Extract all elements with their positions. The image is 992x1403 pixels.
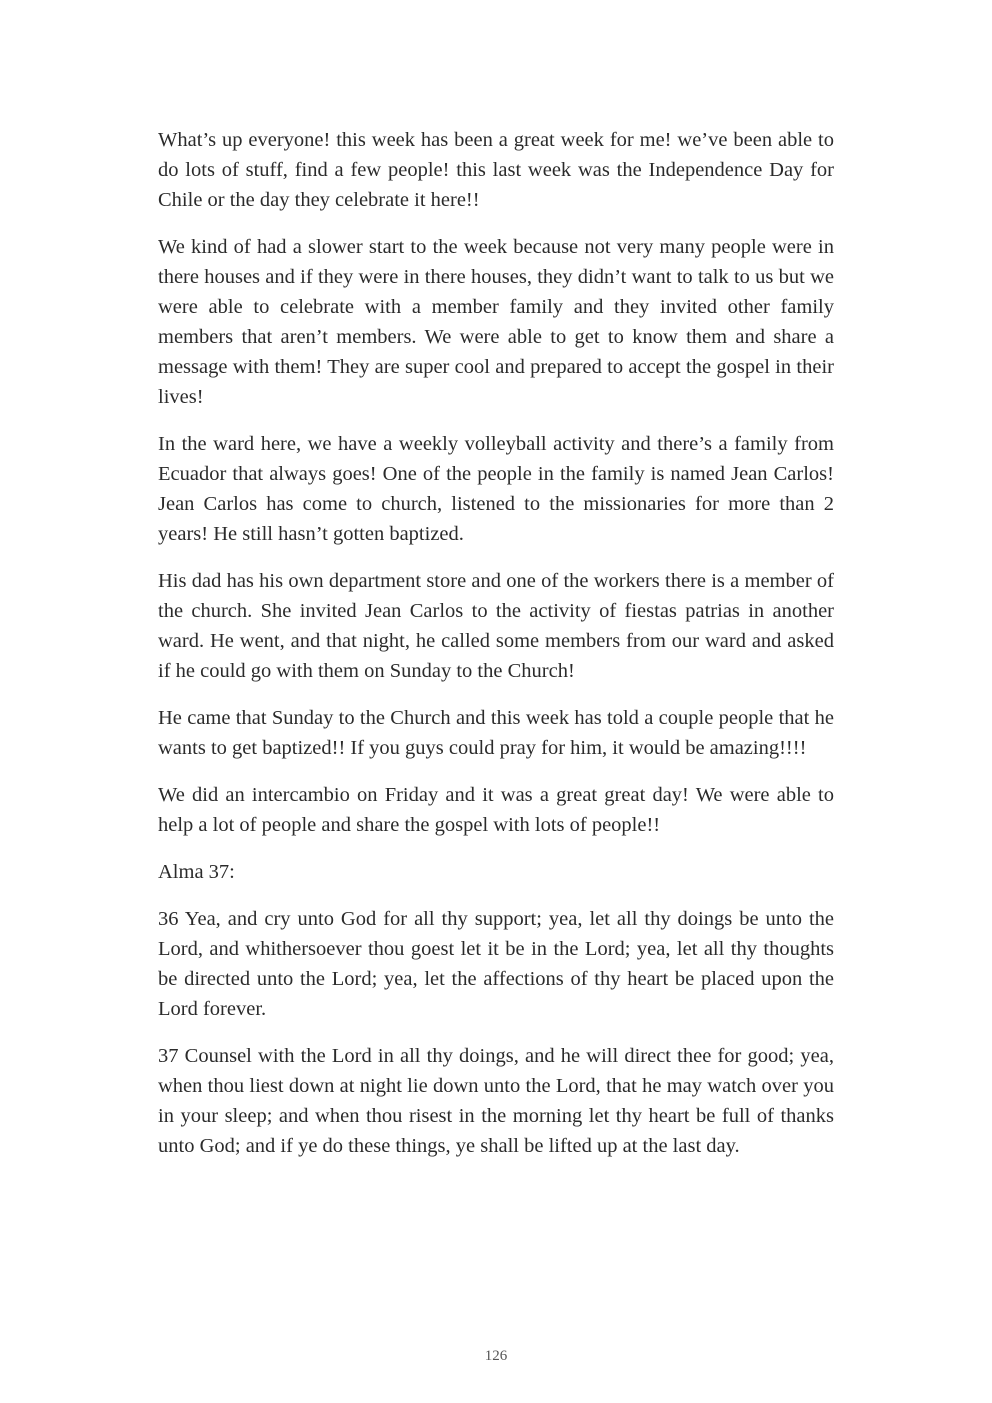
body-text (158, 125, 834, 1178)
paragraph-baptism-request: He came that Sunday to the Church and this week has told a couple people that he wants to get baptized!! If you guys could pray for him, it would be amazing!!!! (158, 707, 834, 759)
paragraph-volleyball: In the ward here, we have a weekly volleyball activity and there’s a family from Ecuador that always goes! One of the people in the family is named Jean Carlos! Jean Carlos has come to church, listened to the missionaries for more than 2 years! He still hasn’t gotten baptized. (158, 433, 834, 545)
scripture-verse-36: 36 Yea, and cry unto God for all thy support; yea, let all thy doings be unto the Lord, and whithersoever thou goest let it be in the Lord; yea, let all thy thoughts be directed unto the Lord; yea, let the affections of thy heart be placed upon the Lord forever. (158, 908, 834, 1020)
paragraph-greeting: What’s up everyone! this week has been a great week for me! we’ve been able to do lots of stuff, find a few people! this last week was the Independence Day for Chile or the day they celebrate it here!! (158, 129, 834, 211)
paragraph-department-store: His dad has his own department store and one of the workers there is a member of the church. She invited Jean Carlos to the activity of fiestas patrias in another ward. He went, and that night, he called some members from our ward and asked if he could go with them on Sunday to the Church! (158, 570, 834, 682)
paragraph-intercambio: We did an intercambio on Friday and it was a great great day! We were able to help a lot of people and share the gospel with lots of people!! (158, 784, 834, 836)
scripture-reference: Alma 37: (158, 861, 235, 883)
scripture-verse-37: 37 Counsel with the Lord in all thy doings, and he will direct thee for good; yea, when thou liest down at night lie down unto the Lord, that he may watch over you in your sleep; and when thou risest in the morning let thy heart be full of thanks unto God; and if ye do these things, ye shall be lifted up at the last day. (158, 1045, 834, 1157)
paragraph-slow-start: We kind of had a slower start to the week because not very many people were in there houses and if they were in there houses, they didn’t want to talk to us but we were able to celebrate with a member family and they invited other family members that aren’t members. We were able to get to know them and share a message with them! They are super cool and prepared to accept the gospel in their lives! (158, 236, 834, 408)
page-number: 126 (484, 1348, 508, 1364)
